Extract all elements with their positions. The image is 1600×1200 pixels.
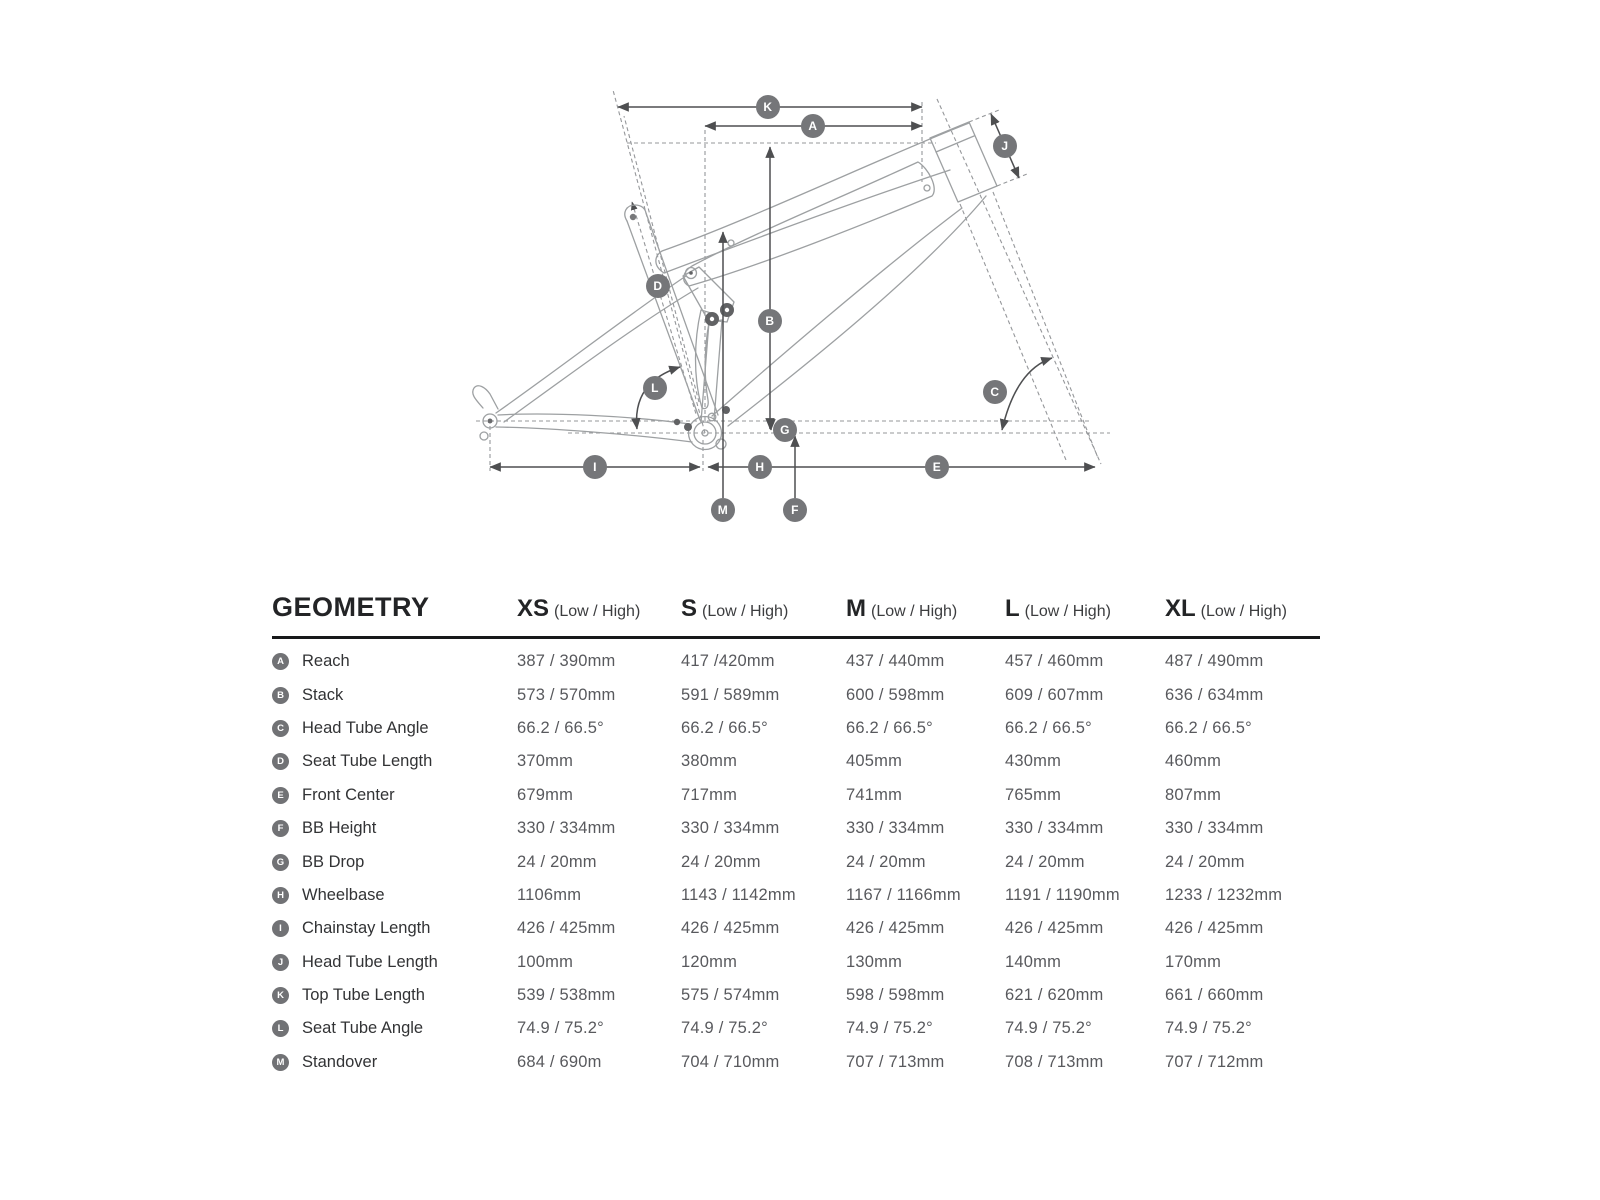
row-label: Seat Tube Angle: [302, 1019, 424, 1038]
row-letter-badge: G: [272, 854, 289, 871]
row-value: 387 / 390mm: [517, 652, 616, 671]
row-value: 426 / 425mm: [846, 919, 945, 938]
row-label: BB Drop: [302, 852, 365, 871]
row-value: 66.2 / 66.5°: [846, 718, 933, 737]
row-value: 330 / 334mm: [1005, 819, 1104, 838]
row-value: 24 / 20mm: [517, 852, 597, 871]
pivot-details: [488, 214, 735, 431]
row-value: 573 / 570mm: [517, 685, 616, 704]
diagram-label-A: A: [801, 114, 825, 138]
size-header-s: S (Low / High): [681, 595, 789, 622]
row-value: 330 / 334mm: [681, 819, 780, 838]
diagram-label-I: I: [583, 455, 607, 479]
row-letter-badge: M: [272, 1054, 289, 1071]
row-label: Seat Tube Length: [302, 752, 433, 771]
row-value: 807mm: [1165, 785, 1222, 804]
size-header-xs: XS (Low / High): [517, 595, 641, 622]
row-label: Reach: [302, 652, 350, 671]
row-value: 74.9 / 75.2°: [1005, 1019, 1092, 1038]
row-value: 457 / 460mm: [1005, 652, 1104, 671]
row-label: Head Tube Angle: [302, 718, 429, 737]
diagram-label-L: L: [643, 376, 667, 400]
row-label-cell: [272, 919, 517, 938]
table-row: [272, 779, 1320, 812]
row-letter-badge: L: [272, 1020, 289, 1037]
row-value: 704 / 710mm: [681, 1052, 780, 1071]
row-label-cell: [272, 786, 517, 805]
row-value: 707 / 712mm: [1165, 1052, 1264, 1071]
row-value: 380mm: [681, 752, 738, 771]
row-label-cell: [272, 853, 517, 872]
geometry-rows: [272, 645, 1320, 1079]
row-value: 66.2 / 66.5°: [681, 718, 768, 737]
row-value: 417 /420mm: [681, 652, 775, 671]
row-letter-badge: D: [272, 753, 289, 770]
row-value: 661 / 660mm: [1165, 986, 1264, 1005]
row-value: 405mm: [846, 752, 903, 771]
row-letter-badge: I: [272, 920, 289, 937]
row-value: 487 / 490mm: [1165, 652, 1264, 671]
frame-outline: [473, 122, 997, 450]
row-value: 140mm: [1005, 952, 1062, 971]
row-value: 74.9 / 75.2°: [681, 1019, 768, 1038]
table-row: [272, 645, 1320, 678]
row-value: 74.9 / 75.2°: [1165, 1019, 1252, 1038]
diagram-label-B: B: [758, 309, 782, 333]
row-label-cell: [272, 652, 517, 671]
row-value: 66.2 / 66.5°: [1005, 718, 1092, 737]
row-label-cell: [272, 686, 517, 705]
row-value: 100mm: [517, 952, 574, 971]
row-value: 24 / 20mm: [1165, 852, 1245, 871]
row-value: 74.9 / 75.2°: [846, 1019, 933, 1038]
row-letter-badge: C: [272, 720, 289, 737]
row-value: 684 / 690m: [517, 1052, 602, 1071]
row-value: 1143 / 1142mm: [681, 885, 796, 904]
diagram-label-M: M: [711, 498, 735, 522]
row-value: 426 / 425mm: [1005, 919, 1104, 938]
row-value: 1191 / 1190mm: [1005, 885, 1120, 904]
table-row: [272, 678, 1320, 711]
row-letter-badge: F: [272, 820, 289, 837]
row-label: Top Tube Length: [302, 986, 425, 1005]
table-row: [272, 912, 1320, 945]
diagram-label-E: E: [925, 455, 949, 479]
row-value: 330 / 334mm: [846, 819, 945, 838]
row-label-cell: [272, 1053, 517, 1072]
table-row: [272, 745, 1320, 778]
row-value: 591 / 589mm: [681, 685, 780, 704]
table-row: [272, 879, 1320, 912]
row-value: 330 / 334mm: [517, 819, 616, 838]
row-value: 609 / 607mm: [1005, 685, 1104, 704]
table-row: [272, 812, 1320, 845]
row-letter-badge: J: [272, 954, 289, 971]
row-label-cell: [272, 953, 517, 972]
row-value: 130mm: [846, 952, 903, 971]
row-value: 24 / 20mm: [846, 852, 926, 871]
table-row: [272, 845, 1320, 878]
row-label: Chainstay Length: [302, 919, 431, 938]
row-value: 539 / 538mm: [517, 986, 616, 1005]
bike-geometry-diagram: [450, 70, 1110, 530]
row-label-cell: [272, 719, 517, 738]
row-value: 74.9 / 75.2°: [517, 1019, 604, 1038]
table-row: [272, 1012, 1320, 1045]
row-value: 24 / 20mm: [1005, 852, 1085, 871]
row-value: 430mm: [1005, 752, 1062, 771]
row-letter-badge: A: [272, 653, 289, 670]
row-value: 66.2 / 66.5°: [1165, 718, 1252, 737]
row-value: 708 / 713mm: [1005, 1052, 1104, 1071]
diagram-label-K: K: [756, 95, 780, 119]
row-value: 636 / 634mm: [1165, 685, 1264, 704]
row-value: 717mm: [681, 785, 738, 804]
row-value: 170mm: [1165, 952, 1222, 971]
size-header-xl: XL (Low / High): [1165, 595, 1287, 622]
row-value: 575 / 574mm: [681, 986, 780, 1005]
diagram-label-G: G: [773, 418, 797, 442]
row-value: 598 / 598mm: [846, 986, 945, 1005]
diagram-label-H: H: [748, 455, 772, 479]
table-title: GEOMETRY: [272, 592, 430, 622]
row-label-cell: [272, 1019, 517, 1038]
row-value: 120mm: [681, 952, 738, 971]
row-value: 621 / 620mm: [1005, 986, 1104, 1005]
geometry-table: [272, 592, 1320, 1079]
table-row: [272, 712, 1320, 745]
row-value: 437 / 440mm: [846, 652, 945, 671]
row-value: 460mm: [1165, 752, 1222, 771]
row-value: 370mm: [517, 752, 574, 771]
table-row: [272, 946, 1320, 979]
row-value: 1167 / 1166mm: [846, 885, 961, 904]
row-value: 707 / 713mm: [846, 1052, 945, 1071]
row-value: 426 / 425mm: [1165, 919, 1264, 938]
row-value: 66.2 / 66.5°: [517, 718, 604, 737]
table-header: [272, 592, 1320, 623]
row-value: 679mm: [517, 785, 574, 804]
diagram-label-J: J: [993, 134, 1017, 158]
row-label: Wheelbase: [302, 885, 385, 904]
row-value: 24 / 20mm: [681, 852, 761, 871]
row-value: 330 / 334mm: [1165, 819, 1264, 838]
row-value: 426 / 425mm: [517, 919, 616, 938]
size-header-m: M (Low / High): [846, 595, 958, 622]
row-label: Standover: [302, 1052, 378, 1071]
row-value: 600 / 598mm: [846, 685, 945, 704]
row-label: Head Tube Length: [302, 952, 438, 971]
row-label-cell: [272, 986, 517, 1005]
table-row: [272, 979, 1320, 1012]
table-row: [272, 1046, 1320, 1079]
row-value: 765mm: [1005, 785, 1062, 804]
row-label: Stack: [302, 685, 344, 704]
diagram-label-C: C: [983, 380, 1007, 404]
row-letter-badge: H: [272, 887, 289, 904]
row-label: BB Height: [302, 819, 377, 838]
header-rule: [272, 636, 1320, 639]
row-letter-badge: B: [272, 687, 289, 704]
row-value: 1106mm: [517, 885, 582, 904]
row-value: 426 / 425mm: [681, 919, 780, 938]
row-label-cell: [272, 752, 517, 771]
diagram-label-F: F: [783, 498, 807, 522]
row-label-cell: [272, 819, 517, 838]
size-header-l: L (Low / High): [1005, 595, 1111, 622]
row-label-cell: [272, 886, 517, 905]
row-label: Front Center: [302, 785, 395, 804]
diagram-label-D: D: [646, 274, 670, 298]
row-letter-badge: E: [272, 787, 289, 804]
row-value: 741mm: [846, 785, 903, 804]
row-letter-badge: K: [272, 987, 289, 1004]
row-value: 1233 / 1232mm: [1165, 885, 1283, 904]
